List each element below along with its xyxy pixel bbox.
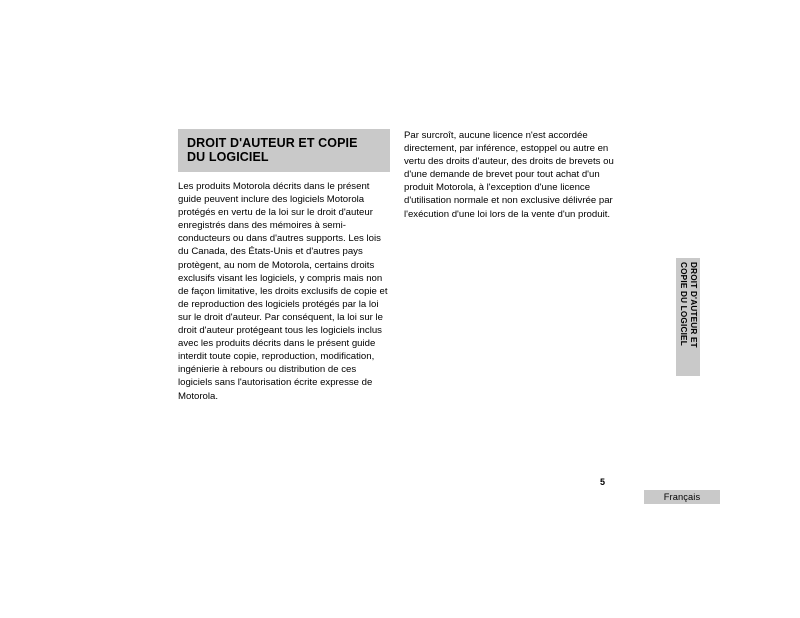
language-tab [644,490,720,504]
side-tab-text-group [676,258,700,376]
body-column-left [178,180,390,403]
side-tab-line-1: DROIT D'AUTEUR ET [688,262,698,348]
section-title-line-2: DU LOGICIEL [187,150,269,164]
page-number: 5 [600,477,606,487]
body-paragraph-right: Par surcroît, aucune licence n'est accordée directement, par inférence, estoppel ou autre en vertu des droits d'auteur, des droits de brevets ou d'une demande de brevet pour tout achat d'un produit Motorola, à l'exception d'une licence d'utilisation normale et non exclusive délivrée par l'exécution d'une loi lors de la vente d'un produit. [404,130,614,220]
body-column-right [404,129,616,221]
section-title-line-1: DROIT D'AUTEUR ET COPIE [187,136,358,150]
section-title-block [178,129,390,172]
language-tab-label: Français [663,492,701,502]
body-paragraph-left: Les produits Motorola décrits dans le présent guide peuvent inclure des logiciels Motorola protégés en vertu de la loi sur le droit d'auteur enregistrés dans des mémoires à semi-conducteurs ou dans d'autres supports. Les lois du Canada, des États-Unis et d'autres pays protègent, au nom de Motorola, certains droits exclusifs visant les logiciels, y compris mais non de façon limitative, les droits exclusifs de copie et de reproduction des logiciels protégés par la loi sur le droit d'auteur. Par conséquent, la loi sur le droit d'auteur protégeant tous les logiciels inclus avec les produits décrits dans le présent guide interdit toute copie, reproduction, modification, ingénierie à rebours ou distribution de ces logiciels sans l'autorisation écrite expresse de Motorola. [178,181,388,402]
section-side-tab [676,258,700,376]
side-tab-line-2: COPIE DU LOGICIEL [679,262,688,346]
